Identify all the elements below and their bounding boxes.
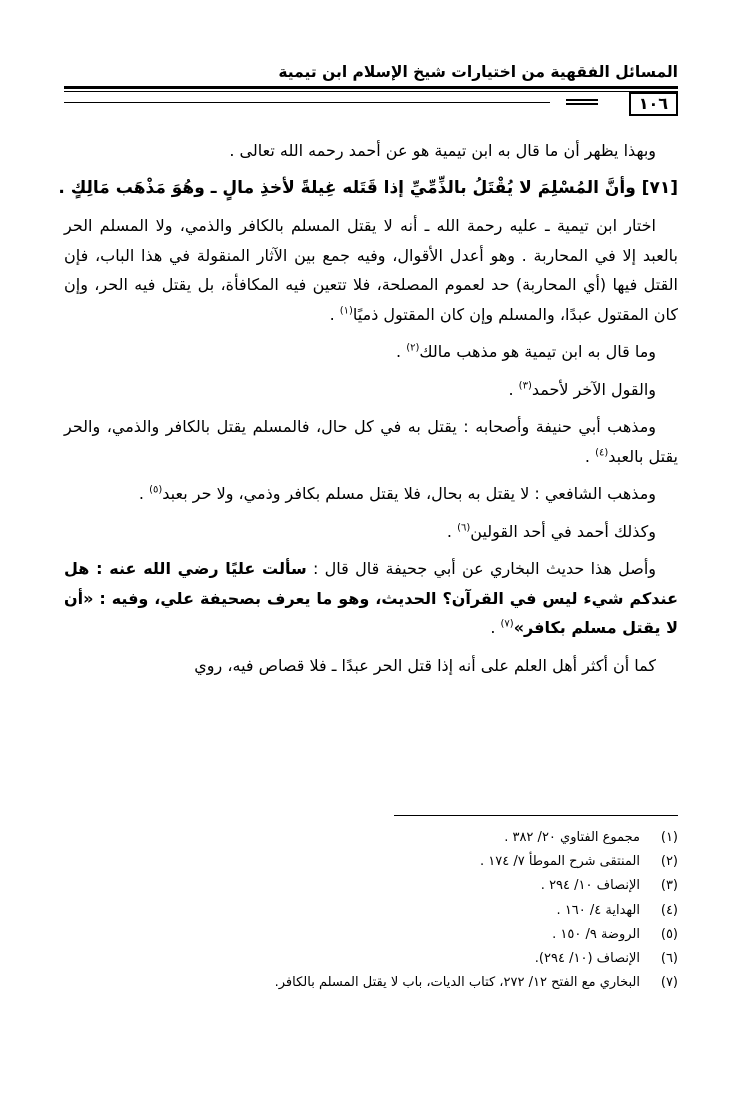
- page-number: ١٠٦: [629, 92, 678, 116]
- footnote-ref: (٢): [406, 342, 420, 354]
- footnote-ref: (٣): [518, 380, 532, 392]
- paragraph: كما أن أكثر أهل العلم على أنه إذا قتل الحر عبدًا ـ فلا قصاص فيه، روي: [194, 655, 656, 675]
- footnotes: [64, 826, 678, 995]
- footnote-ref: (٦): [457, 522, 471, 534]
- footnote-text: الإنصاف (١٠/ ٢٩٤).: [534, 951, 640, 967]
- footnote-mark: (٧): [660, 975, 678, 991]
- footnote-mark: (١): [660, 830, 678, 845]
- footnote: [64, 850, 678, 874]
- hadith-quote: سألت عليًا رضي الله عنه : هل عندكم شيء ليس في القرآن؟ الحديث، وهو ما يعرف بصحيفة علي، وفيه : «أن لا يقتل مسلم بكافر»: [64, 559, 678, 637]
- footnote: [64, 971, 678, 995]
- paragraph: وبهذا يظهر أن ما قال به ابن تيمية هو عن أحمد رحمه الله تعالى .: [229, 141, 656, 160]
- page-number-row: [64, 90, 678, 116]
- page-number-line: [64, 102, 550, 103]
- footnote: [64, 826, 678, 850]
- paragraph: وكذلك أحمد في أحد القولين$^{(٦)}$ .: [446, 521, 656, 541]
- footnote-text: الهداية ٤/ ١٦٠ .: [556, 902, 640, 918]
- paragraph: اختار ابن تيمية ـ عليه رحمة الله ـ أنه لا يقتل المسلم بالكافر والذمي، ولا المسلم الحر بالعبد إلا في المحاربة . وهو أعدل الأقوال، وفيه جمع بين الآثار المنقولة في هذا الباب، فإن القتل فيها (أي المحاربة) حد لعموم المصلحة، فلا تتعين فيه المكافأة، بل يقتل فيه الحر، وإن كان المقتول عبدًا، والمسلم وإن كان المقتول ذميًا$^{(١)}$ .: [64, 216, 678, 324]
- footnote: [64, 923, 678, 947]
- footnote: [64, 947, 678, 971]
- footnote-mark: (٥): [660, 926, 678, 942]
- paragraph: ومذهب أبي حنيفة وأصحابه : يقتل به في كل حال، فالمسلم يقتل بالكافر والذمي، والحر يقتل بالعبد$^{(٤)}$ .: [64, 417, 678, 466]
- paragraph: وأصل هذا حديث البخاري عن أبي جحيفة قال قال : سألت عليًا رضي الله عنه : هل عندكم شيء ليس في القرآن؟ الحديث، وهو ما يعرف بصحيفة علي، وفيه : «أن لا يقتل مسلم بكافر»$^{(٧)}$ .: [64, 559, 678, 637]
- header-title: المسائل الفقهية من اختيارات شيخ الإسلام ابن تيمية: [278, 63, 678, 81]
- footnote-mark: (٢): [660, 854, 678, 870]
- footnote: [64, 899, 678, 923]
- footnote-separator: [394, 815, 678, 816]
- footnote-mark: (٤): [660, 902, 678, 918]
- footnote-ref: (١): [339, 305, 353, 317]
- footnote-text: مجموع الفتاوي ٢٠/ ٣٨٢ .: [504, 830, 640, 845]
- footnote-mark: (٦): [660, 951, 678, 967]
- footnote-ref: (٤): [595, 447, 609, 459]
- footnote: [64, 874, 678, 898]
- paragraph: والقول الآخر لأحمد$^{(٣)}$ .: [508, 379, 656, 399]
- footnote-mark: (٣): [660, 878, 678, 894]
- paragraph: ومذهب الشافعي : لا يقتل به بحال، فلا يقتل مسلم بكافر وذمي، ولا حر بعبد$^{(٥)}$ .: [138, 484, 656, 503]
- paragraph: وما قال به ابن تيمية هو مذهب مالك$^{(٢)}$ .: [396, 342, 656, 361]
- footnote-ref: (٥): [149, 484, 163, 496]
- issue-heading: [٧١] وأنَّ المُسْلِمَ لا يُقْتَلُ بالذِّمِّيِّ إذا قَتَله غِيلةً لأخذِ مالٍ ـ وهُوَ مَذْهَب مَالِكٍ .: [58, 177, 678, 198]
- body-text: [58, 136, 678, 680]
- footnote-text: الإنصاف ١٠/ ٢٩٤ .: [540, 878, 640, 894]
- running-header: [64, 62, 678, 82]
- footnote-text: المنتقى شرح الموطأ ٧/ ١٧٤ .: [479, 854, 640, 870]
- footnote-ref: (٧): [500, 618, 514, 630]
- footnote-text: البخاري مع الفتح ١٢/ ٢٧٢، كتاب الديات، باب لا يقتل المسلم بالكافر.: [274, 975, 640, 991]
- footnote-text: الروضة ٩/ ١٥٠ .: [552, 926, 640, 942]
- page-number-double-rule: [566, 99, 598, 105]
